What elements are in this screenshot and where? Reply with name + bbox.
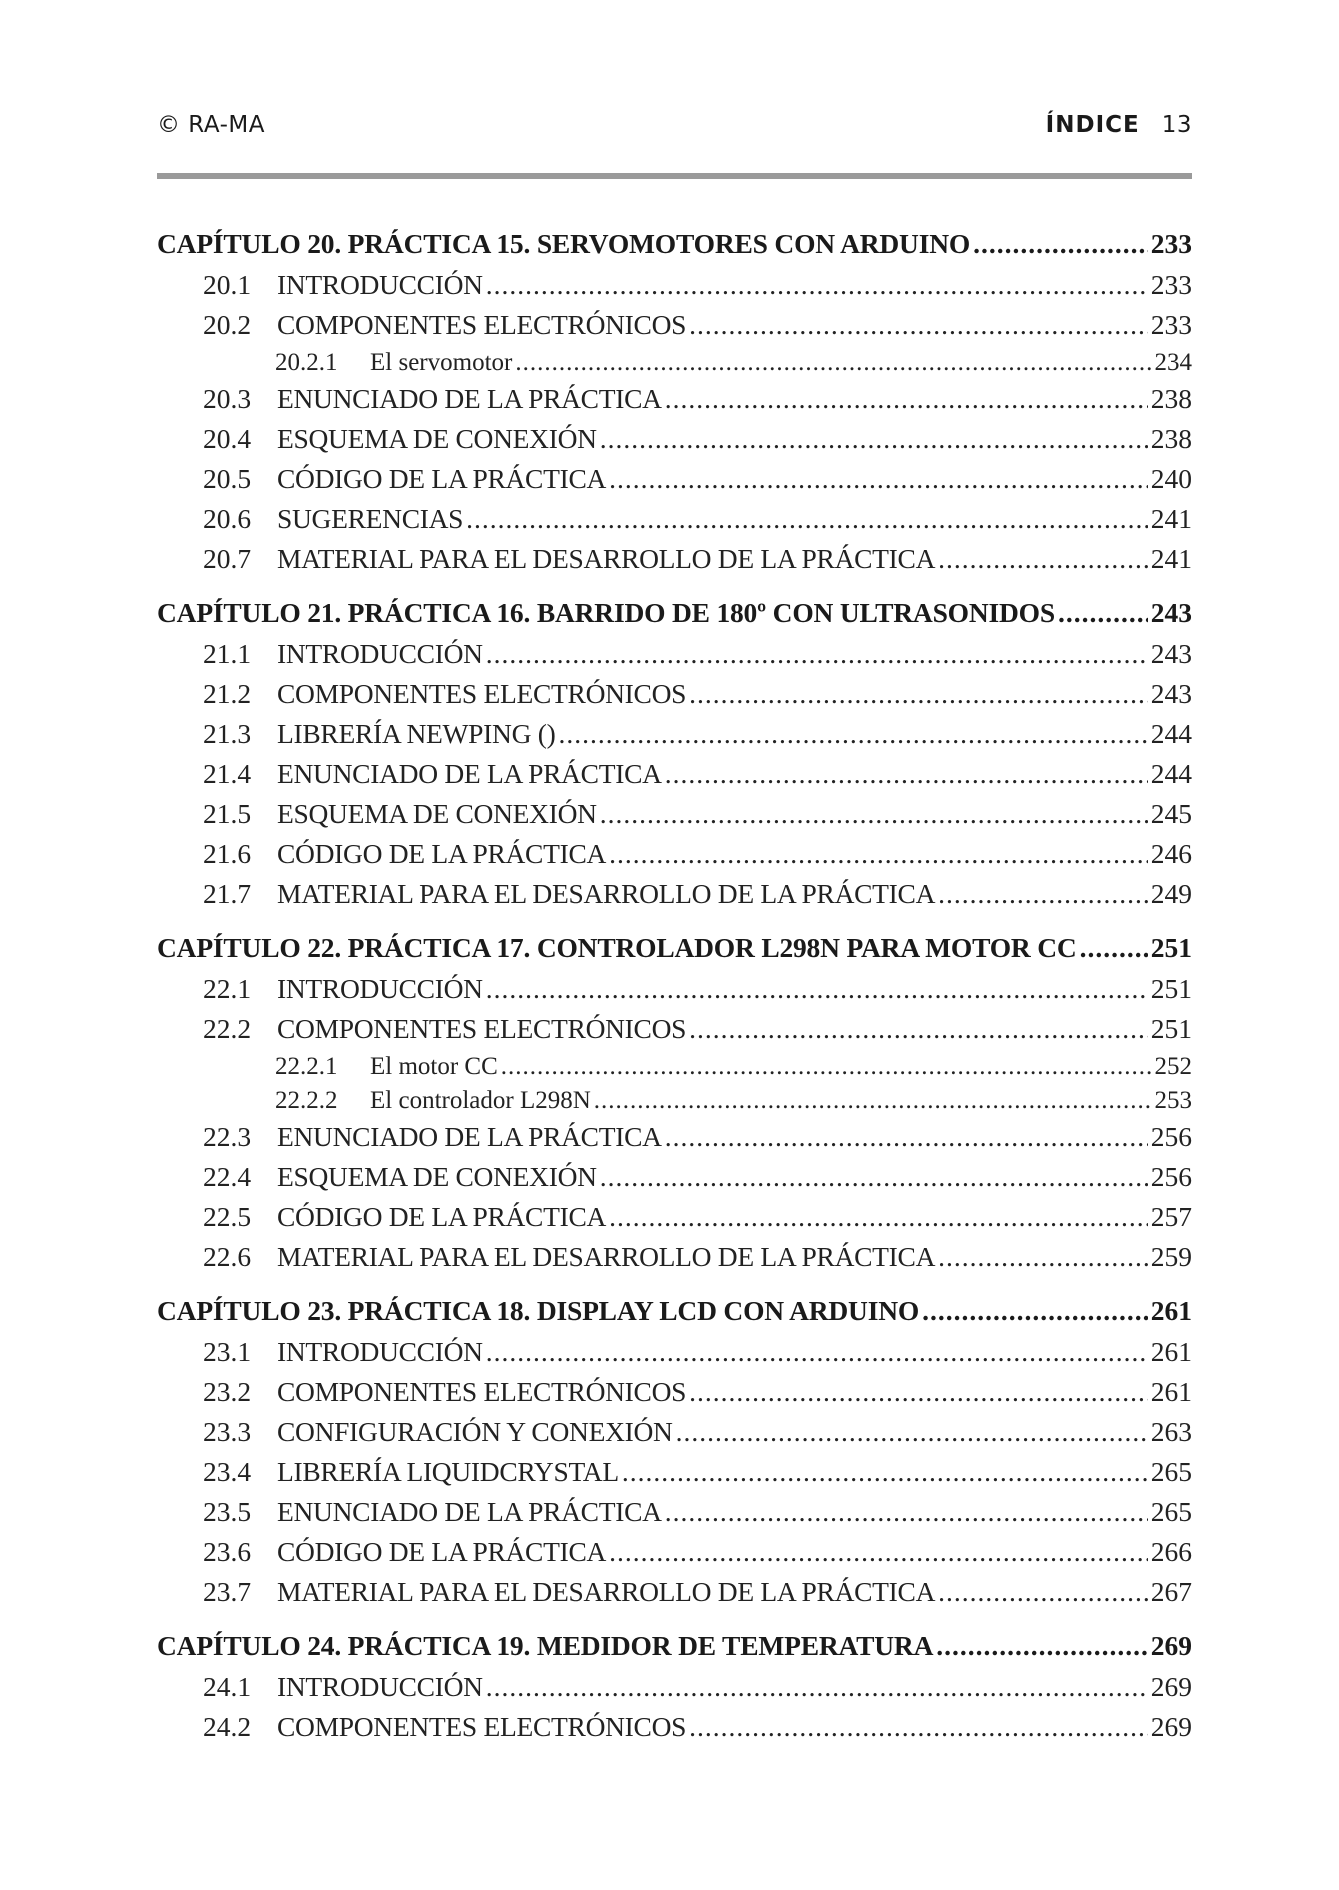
section-title: El controlador L298N: [370, 1087, 591, 1114]
toc-subsection-entry[interactable]: [157, 1053, 1192, 1087]
toc-section-entry[interactable]: [157, 1013, 1192, 1053]
section-title: El motor CC: [370, 1053, 498, 1080]
section-page: 253: [1154, 1087, 1192, 1114]
section-number: 20.1: [203, 269, 252, 300]
section-page: 243: [1150, 678, 1192, 709]
publisher-copyright: © RA-MA: [157, 112, 265, 138]
toc-chapter-entry[interactable]: [157, 228, 1192, 269]
toc-chapter: [157, 1295, 1192, 1616]
section-page: 233: [1150, 309, 1192, 340]
dot-leader: [689, 1376, 1148, 1408]
toc-section-entry[interactable]: [157, 1456, 1192, 1496]
toc-section-entry[interactable]: [157, 1201, 1192, 1241]
dot-leader: [676, 1416, 1148, 1448]
section-title: CÓDIGO DE LA PRÁCTICA: [277, 1536, 607, 1567]
section-page: 257: [1150, 1201, 1192, 1232]
dot-leader: [486, 1671, 1148, 1703]
section-page: 244: [1150, 718, 1192, 749]
toc-section-entry[interactable]: [157, 838, 1192, 878]
section-page: 245: [1150, 798, 1192, 829]
section-number: 23.7: [203, 1576, 252, 1607]
section-number: 22.2: [203, 1013, 252, 1044]
toc-section-entry[interactable]: [157, 638, 1192, 678]
toc-chapter: [157, 932, 1192, 1281]
header-rule: [157, 173, 1192, 179]
chapter-title: CAPÍTULO 21. PRÁCTICA 16. BARRIDO DE 180º CON ULTRASONIDOS: [157, 597, 1055, 628]
section-page: 234: [1154, 349, 1192, 376]
section-title: SUGERENCIAS: [277, 503, 464, 534]
section-number: 23.1: [203, 1336, 252, 1367]
toc-section-entry[interactable]: [157, 1121, 1192, 1161]
dot-leader: [558, 718, 1147, 750]
section-page: 256: [1150, 1161, 1192, 1192]
section-number: 22.5: [203, 1201, 252, 1232]
section-title: COMPONENTES ELECTRÓNICOS: [277, 1711, 687, 1742]
section-title: ENUNCIADO DE LA PRÁCTICA: [277, 1496, 662, 1527]
dot-leader: [689, 1711, 1148, 1743]
dot-leader: [486, 638, 1148, 670]
toc-section-entry[interactable]: [157, 1161, 1192, 1201]
toc-section-entry[interactable]: [157, 383, 1192, 423]
section-page: 265: [1150, 1456, 1192, 1487]
toc-section-entry[interactable]: [157, 1711, 1192, 1751]
chapter-title: CAPÍTULO 22. PRÁCTICA 17. CONTROLADOR L298N PARA MOTOR CC: [157, 932, 1077, 963]
section-number: 24.1: [203, 1671, 252, 1702]
toc-section-entry[interactable]: [157, 543, 1192, 583]
chapter-page: 269: [1150, 1630, 1192, 1661]
section-number: 22.2.2: [275, 1087, 338, 1114]
section-number: 21.1: [203, 638, 252, 669]
dot-leader: [622, 1456, 1148, 1488]
dot-leader: [466, 503, 1148, 535]
chapter-title: CAPÍTULO 20. PRÁCTICA 15. SERVOMOTORES CON ARDUINO: [157, 228, 971, 259]
toc-section-entry[interactable]: [157, 798, 1192, 838]
section-number: 20.5: [203, 463, 252, 494]
section-page: 261: [1150, 1336, 1192, 1367]
chapter-page: 243: [1150, 597, 1192, 628]
section-title: COMPONENTES ELECTRÓNICOS: [277, 1376, 687, 1407]
section-number: 21.4: [203, 758, 252, 789]
section-number: 20.2.1: [275, 349, 338, 376]
section-page: 240: [1150, 463, 1192, 494]
dot-leader: [665, 383, 1148, 415]
section-number: 23.2: [203, 1376, 252, 1407]
dot-leader: [665, 1121, 1148, 1153]
table-of-contents: [157, 228, 1192, 1765]
dot-leader: [486, 1336, 1148, 1368]
toc-chapter: [157, 1630, 1192, 1751]
section-number: 22.6: [203, 1241, 252, 1272]
dot-leader: [609, 838, 1148, 870]
dot-leader: [501, 1053, 1152, 1081]
dot-leader: [486, 973, 1148, 1005]
section-title: LIBRERÍA LIQUIDCRYSTAL: [277, 1456, 619, 1487]
section-title: ENUNCIADO DE LA PRÁCTICA: [277, 1121, 662, 1152]
section-page: 263: [1150, 1416, 1192, 1447]
section-title: ENUNCIADO DE LA PRÁCTICA: [277, 383, 662, 414]
chapter-page: 251: [1150, 932, 1192, 963]
toc-subsection-entry[interactable]: [157, 349, 1192, 383]
section-title: CÓDIGO DE LA PRÁCTICA: [277, 1201, 607, 1232]
dot-leader: [486, 269, 1148, 301]
toc-section-entry[interactable]: [157, 1576, 1192, 1616]
section-number: 22.2.1: [275, 1053, 338, 1080]
toc-section-entry[interactable]: [157, 718, 1192, 758]
section-number: 22.4: [203, 1161, 252, 1192]
section-title: COMPONENTES ELECTRÓNICOS: [277, 309, 687, 340]
section-title: INTRODUCCIÓN: [277, 1671, 483, 1702]
dot-leader: [936, 1630, 1148, 1662]
section-page: 251: [1150, 1013, 1192, 1044]
dot-leader: [594, 1087, 1152, 1115]
toc-chapter-entry[interactable]: [157, 1295, 1192, 1336]
toc-section-entry[interactable]: [157, 973, 1192, 1013]
toc-chapter-entry[interactable]: [157, 597, 1192, 638]
section-page: 233: [1150, 269, 1192, 300]
section-number: 21.3: [203, 718, 252, 749]
section-number: 20.2: [203, 309, 252, 340]
section-number: 20.3: [203, 383, 252, 414]
dot-leader: [609, 1201, 1148, 1233]
section-title: ENUNCIADO DE LA PRÁCTICA: [277, 758, 662, 789]
section-page: 261: [1150, 1376, 1192, 1407]
section-title: MATERIAL PARA EL DESARROLLO DE LA PRÁCTICA: [277, 1241, 936, 1272]
page-header: [157, 108, 1192, 148]
dot-leader: [973, 228, 1148, 260]
section-title: MATERIAL PARA EL DESARROLLO DE LA PRÁCTICA: [277, 878, 936, 909]
section-page: 252: [1154, 1053, 1192, 1080]
section-title: MATERIAL PARA EL DESARROLLO DE LA PRÁCTICA: [277, 543, 936, 574]
section-title: INTRODUCCIÓN: [277, 1336, 483, 1367]
dot-leader: [1058, 597, 1148, 629]
dot-leader: [938, 1241, 1148, 1273]
section-number: 23.5: [203, 1496, 252, 1527]
chapter-title: CAPÍTULO 24. PRÁCTICA 19. MEDIDOR DE TEMPERATURA: [157, 1630, 934, 1661]
section-page: 269: [1150, 1711, 1192, 1742]
section-page: 249: [1150, 878, 1192, 909]
section-title: INTRODUCCIÓN: [277, 973, 483, 1004]
section-page: 265: [1150, 1496, 1192, 1527]
section-page: 267: [1150, 1576, 1192, 1607]
section-page: 238: [1150, 423, 1192, 454]
section-title: ESQUEMA DE CONEXIÓN: [277, 423, 597, 454]
section-title: ESQUEMA DE CONEXIÓN: [277, 1161, 597, 1192]
chapter-title: CAPÍTULO 23. PRÁCTICA 18. DISPLAY LCD CON ARDUINO: [157, 1295, 920, 1326]
section-page: 251: [1150, 973, 1192, 1004]
dot-leader: [600, 798, 1148, 830]
section-page: 269: [1150, 1671, 1192, 1702]
dot-leader: [689, 309, 1148, 341]
section-number: 23.4: [203, 1456, 252, 1487]
section-number: 21.7: [203, 878, 252, 909]
section-page: 244: [1150, 758, 1192, 789]
section-number: 21.5: [203, 798, 252, 829]
toc-chapter: [157, 228, 1192, 583]
toc-section-entry[interactable]: [157, 1241, 1192, 1281]
dot-leader: [938, 1576, 1148, 1608]
toc-chapter-entry[interactable]: [157, 1630, 1192, 1671]
section-number: 20.6: [203, 503, 252, 534]
toc-section-entry[interactable]: [157, 1416, 1192, 1456]
section-title: ÍNDICE: [1045, 112, 1140, 138]
section-title: ESQUEMA DE CONEXIÓN: [277, 798, 597, 829]
section-page: 243: [1150, 638, 1192, 669]
header-right: [1046, 112, 1192, 138]
toc-section-entry[interactable]: [157, 309, 1192, 349]
dot-leader: [938, 543, 1148, 575]
dot-leader: [609, 1536, 1148, 1568]
dot-leader: [665, 1496, 1148, 1528]
dot-leader: [689, 1013, 1148, 1045]
dot-leader: [938, 878, 1148, 910]
page-number: 13: [1161, 112, 1192, 138]
section-number: 20.4: [203, 423, 252, 454]
section-title: CONFIGURACIÓN Y CONEXIÓN: [277, 1416, 673, 1447]
section-title: CÓDIGO DE LA PRÁCTICA: [277, 463, 607, 494]
section-page: 241: [1150, 503, 1192, 534]
toc-section-entry[interactable]: [157, 503, 1192, 543]
section-page: 266: [1150, 1536, 1192, 1567]
dot-leader: [515, 349, 1151, 377]
section-page: 256: [1150, 1121, 1192, 1152]
toc-section-entry[interactable]: [157, 758, 1192, 798]
toc-section-entry[interactable]: [157, 423, 1192, 463]
dot-leader: [600, 423, 1148, 455]
dot-leader: [665, 758, 1148, 790]
toc-section-entry[interactable]: [157, 463, 1192, 503]
section-title: CÓDIGO DE LA PRÁCTICA: [277, 838, 607, 869]
toc-chapter: [157, 597, 1192, 918]
section-number: 22.3: [203, 1121, 252, 1152]
section-page: 241: [1150, 543, 1192, 574]
toc-chapter-entry[interactable]: [157, 932, 1192, 973]
section-number: 24.2: [203, 1711, 252, 1742]
dot-leader: [609, 463, 1148, 495]
section-page: 238: [1150, 383, 1192, 414]
dot-leader: [689, 678, 1148, 710]
section-title: COMPONENTES ELECTRÓNICOS: [277, 1013, 687, 1044]
toc-section-entry[interactable]: [157, 1376, 1192, 1416]
section-title: INTRODUCCIÓN: [277, 638, 483, 669]
section-title: El servomotor: [370, 349, 513, 376]
chapter-page: 261: [1150, 1295, 1192, 1326]
section-number: 20.7: [203, 543, 252, 574]
dot-leader: [922, 1295, 1148, 1327]
toc-subsection-entry[interactable]: [157, 1087, 1192, 1121]
section-title: MATERIAL PARA EL DESARROLLO DE LA PRÁCTICA: [277, 1576, 936, 1607]
toc-section-entry[interactable]: [157, 1671, 1192, 1711]
toc-section-entry[interactable]: [157, 269, 1192, 309]
section-page: 246: [1150, 838, 1192, 869]
section-title: LIBRERÍA NEWPING (): [277, 718, 556, 749]
toc-section-entry[interactable]: [157, 1336, 1192, 1376]
section-page: 259: [1150, 1241, 1192, 1272]
dot-leader: [600, 1161, 1148, 1193]
dot-leader: [1080, 932, 1148, 964]
section-title: COMPONENTES ELECTRÓNICOS: [277, 678, 687, 709]
section-number: 21.2: [203, 678, 252, 709]
section-number: 23.6: [203, 1536, 252, 1567]
section-title: INTRODUCCIÓN: [277, 269, 483, 300]
toc-section-entry[interactable]: [157, 1496, 1192, 1536]
toc-section-entry[interactable]: [157, 678, 1192, 718]
toc-section-entry[interactable]: [157, 1536, 1192, 1576]
section-number: 23.3: [203, 1416, 252, 1447]
toc-section-entry[interactable]: [157, 878, 1192, 918]
section-number: 21.6: [203, 838, 252, 869]
section-number: 22.1: [203, 973, 252, 1004]
chapter-page: 233: [1150, 228, 1192, 259]
